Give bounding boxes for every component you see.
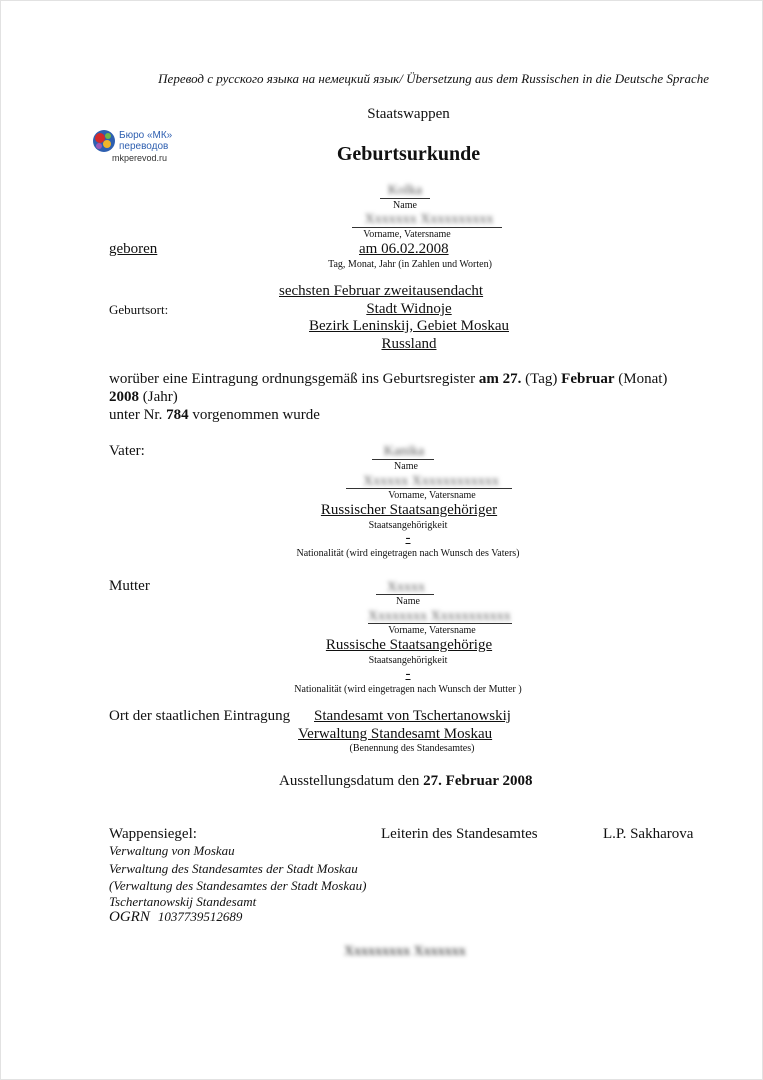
office-line1: Standesamt von Tschertanowskij — [314, 708, 511, 724]
registration-line2 — [109, 389, 178, 406]
registration-month: Februar — [561, 371, 615, 387]
issue-date-label: Ausstellungsdatum den — [279, 773, 424, 789]
logo-line2: переводов — [119, 141, 169, 152]
mother-given-name: Xxxxxxxx Xxxxxxxxxxx — [368, 609, 511, 624]
birthplace-line1: Stadt Widnoje — [366, 301, 452, 317]
father-given-caption: Vorname, Vatersname — [388, 490, 476, 501]
father-label: Vater: — [109, 443, 145, 459]
birth-date-caption: Tag, Monat, Jahr (in Zahlen und Worten) — [328, 259, 492, 270]
ogrn-value: 1037739512689 — [157, 909, 243, 924]
birthplace-line2: Bezirk Leninskij, Gebiet Moskau — [309, 318, 509, 334]
bottom-stamp-redacted: Xxxxxxxxx Xxxxxxx — [344, 944, 466, 959]
registration-number-prefix: unter Nr. — [109, 407, 167, 423]
child-given-name: Xxxxxxx Xxxxxxxxxx — [364, 212, 494, 227]
registration-text: worüber eine Eintragung ordnungsgemäß ins Geburtsregister — [109, 371, 479, 387]
head-label: Leiterin des Standesamtes — [381, 826, 538, 842]
child-surname-caption: Name — [393, 200, 417, 211]
father-citizenship-caption: Staatsangehörigkeit — [368, 520, 448, 531]
birth-date-words: sechsten Februar zweitausendacht — [279, 283, 484, 299]
birthplace-line3: Russland — [381, 336, 437, 352]
father-citizenship: Russischer Staatsangehöriger — [320, 502, 498, 518]
father-given-name: Xxxxxx Xxxxxxxxxxxx — [363, 474, 499, 489]
father-nationality-caption: Nationalität (wird eingetragen nach Wunsch des Vaters) — [296, 548, 520, 559]
father-surname: Kanika — [383, 444, 425, 459]
ogrn-label: OGRN — [109, 909, 150, 925]
mother-given-caption: Vorname, Vatersname — [388, 625, 476, 636]
father-nationality: - — [405, 530, 411, 546]
registration-number: 784 — [166, 407, 189, 423]
ogrn-line — [109, 908, 242, 926]
head-name: L.P. Sakharova — [603, 826, 694, 842]
father-surname-caption: Name — [394, 461, 418, 472]
mother-surname: Xxxxx — [386, 580, 426, 595]
registration-line3 — [109, 407, 320, 424]
registration-day: am 27. — [478, 371, 522, 387]
office-label: Ort der staatlichen Eintragung — [109, 708, 291, 724]
seal-label: Wappensiegel: — [109, 826, 197, 842]
born-label: geboren — [109, 241, 158, 257]
mother-surname-caption: Name — [396, 596, 420, 607]
mother-nationality: - — [405, 666, 411, 682]
child-given-caption: Vorname, Vatersname — [363, 229, 451, 240]
seal-line-1: Verwaltung von Moskau — [109, 843, 235, 858]
birth-date: am 06.02.2008 — [359, 241, 449, 257]
coat-of-arms-label: Staatswappen — [367, 106, 450, 122]
registration-month-unit: (Monat) — [614, 371, 668, 387]
registration-day-unit: (Tag) — [521, 371, 562, 387]
issue-date: 27. Februar 2008 — [423, 773, 533, 789]
translation-note: Перевод с русского языка на немецкий язык/ Übersetzung aus dem Russischen in die Deutsche Sprache — [158, 71, 709, 86]
registration-year-unit: (Jahr) — [139, 389, 178, 405]
mother-label: Mutter — [109, 578, 150, 594]
registration-number-suffix: vorgenommen wurde — [188, 407, 320, 423]
mother-citizenship-caption: Staatsangehörigkeit — [368, 655, 448, 666]
office-caption: (Benennung des Standesamtes) — [349, 743, 475, 754]
office-line2: Verwaltung Standesamt Moskau — [298, 726, 493, 742]
seal-line-4: Tschertanowskij Standesamt — [109, 894, 257, 909]
birthplace-label: Geburtsort: — [109, 302, 169, 317]
logo-site: mkperevod.ru — [112, 153, 168, 163]
seal-line-3: (Verwaltung des Standesamtes der Stadt Moskau) — [109, 878, 367, 893]
logo-line1: Бюро «МК» — [119, 130, 173, 141]
registration-year: 2008 — [109, 389, 139, 405]
document-title: Geburtsurkunde — [336, 143, 481, 165]
registration-line1 — [109, 371, 667, 388]
issue-date-line — [279, 773, 532, 790]
mother-nationality-caption: Nationalität (wird eingetragen nach Wunsch der Mutter ) — [294, 684, 522, 695]
mother-citizenship: Russische Staatsangehörige — [325, 637, 493, 653]
seal-line-2: Verwaltung des Standesamtes der Stadt Moskau — [109, 861, 358, 876]
child-surname: Kolka — [387, 183, 423, 198]
